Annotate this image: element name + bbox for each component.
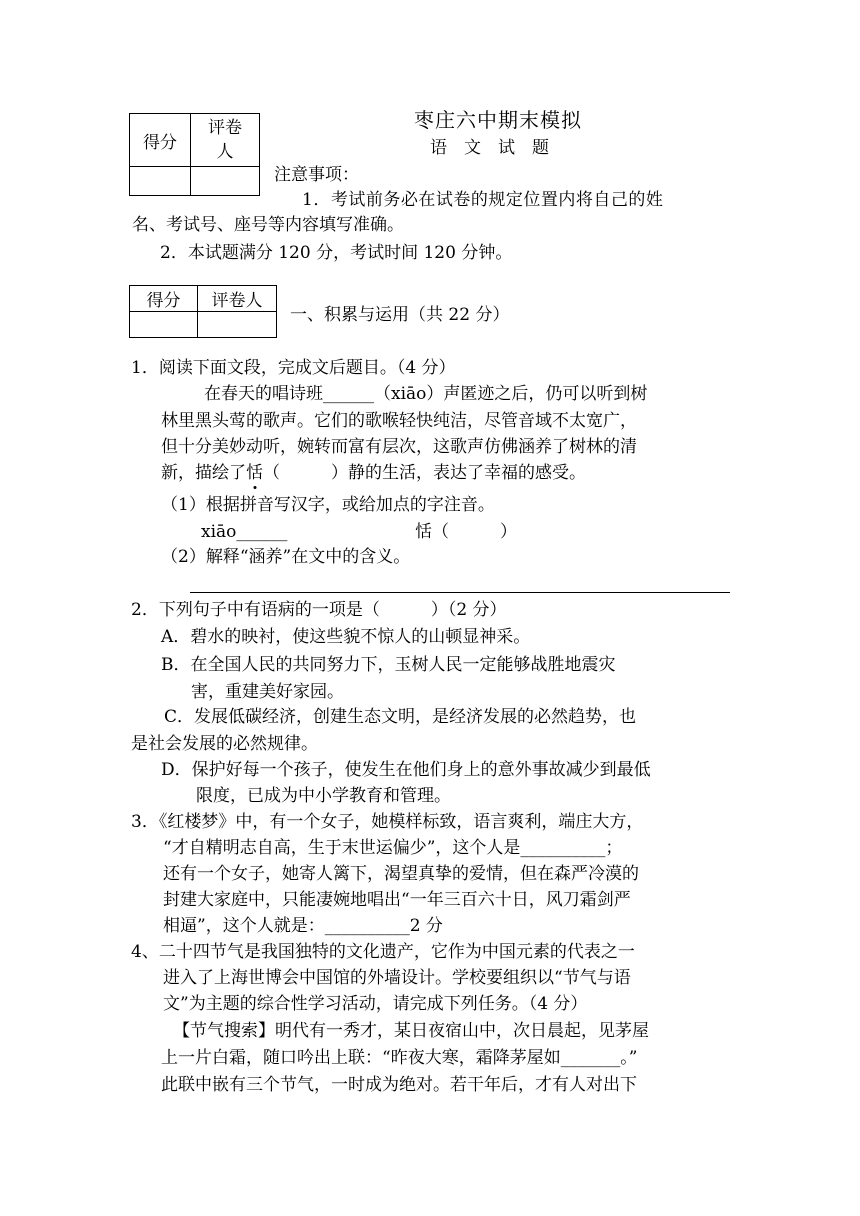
notice-item-2: 2．本试题满分 120 分，考试时间 120 分钟。 bbox=[160, 243, 513, 263]
q2-stem: 2．下列句子中有语病的一项是（ ）（2 分） bbox=[131, 600, 507, 620]
score-label: 得分 bbox=[130, 114, 191, 167]
notice-item-1a: 1．考试前务必在试卷的规定位置内将自己的姓 bbox=[302, 190, 664, 210]
notice-heading: 注意事项： bbox=[274, 165, 359, 185]
q4-line5: 上一片白霜，随口吟出上联：“昨夜大寒，霜降茅屋如_______。” bbox=[161, 1048, 638, 1068]
q4-line2: 进入了上海世博会中国馆的外墙设计。学校要组织以“节气与语 bbox=[163, 968, 631, 988]
q4-line1: 4、二十四节气是我国独特的文化遗产，它作为中国元素的代表之一 bbox=[131, 942, 635, 962]
q2-option-d-line2: 限度，已成为中小学教育和管理。 bbox=[196, 786, 451, 806]
score-cell bbox=[130, 167, 191, 196]
q3-line5: 相逼”，这个人就是：__________2 分 bbox=[163, 916, 443, 936]
q2-option-d-line1: D．保护好每一个孩子，使发生在他们身上的意外事故减少到最低 bbox=[161, 760, 651, 780]
exam-title: 枣庄六中期末模拟 bbox=[414, 108, 582, 132]
q1-passage-line4-post: （ ）静的生活，表达了幸福的感受。 bbox=[263, 463, 586, 483]
q1-sub1-answer-a: xiāo______ bbox=[201, 522, 288, 542]
q2-option-c-line2: 是社会发展的必然规律。 bbox=[131, 734, 318, 754]
q1-stem: 1．阅读下面文段，完成文后题目。（4 分） bbox=[131, 358, 456, 378]
q3-line3: 还有一个女子，她寄人篱下，渴望真挚的爱情，但在森严冷漠的 bbox=[163, 864, 639, 884]
q1-passage-line4-pre: 新，描绘了 bbox=[161, 463, 246, 483]
q1-answer-line bbox=[190, 592, 730, 593]
grader-cell bbox=[191, 167, 260, 196]
q1-passage-line4 bbox=[161, 463, 586, 483]
q1-passage-line1: 在春天的唱诗班______（xiāo）声匿迹之后，仍可以听到树 bbox=[204, 384, 648, 404]
q1-passage-line3: 但十分美妙动听，婉转而富有层次，这歌声仿佛涵养了树林的清 bbox=[161, 437, 637, 457]
q4-line6: 此联中嵌有三个节气，一时成为绝对。若干年后，才有人对出下 bbox=[161, 1075, 637, 1095]
grader-label: 评卷人 bbox=[198, 286, 277, 312]
q2-option-a: A．碧水的映衬，使这些貌不惊人的山顿显神采。 bbox=[161, 627, 531, 647]
q2-option-b-line1: B．在全国人民的共同努力下，玉树人民一定能够战胜地震灾 bbox=[161, 655, 616, 675]
q1-sub2: （2）解释“涵养”在文中的含义。 bbox=[161, 547, 411, 567]
exam-subtitle: 语 文 试 题 bbox=[430, 138, 549, 158]
q3-line1: 3．《红楼梦》中，有一个女子，她模样标致，语言爽利，端庄大方， bbox=[131, 812, 644, 832]
q1-sub1: （1）根据拼音写汉字，或给加点的字注音。 bbox=[161, 495, 495, 515]
q2-option-b-line2: 害，重建美好家园。 bbox=[191, 682, 344, 702]
notice-item-1b: 名、考试号、座号等内容填写准确。 bbox=[132, 215, 404, 235]
q4-line3: 文”为主题的综合性学习活动，请完成下列任务。（4 分） bbox=[163, 994, 588, 1014]
q3-line2: “才自精明志自高，生于末世运偏少”，这个人是__________； bbox=[163, 838, 623, 858]
score-table-top bbox=[129, 113, 260, 196]
grader-label-line1: 评卷 bbox=[208, 118, 242, 138]
grader-label bbox=[191, 114, 260, 167]
grader-label-line2: 人 bbox=[216, 142, 234, 162]
grader-cell bbox=[198, 312, 277, 338]
section1-heading: 一、积累与运用（共 22 分） bbox=[290, 305, 510, 325]
q1-dotted-char: 恬 bbox=[246, 463, 263, 483]
q3-line4: 封建大家庭中，只能凄婉地唱出“一年三百六十日，风刀霜剑严 bbox=[163, 890, 631, 910]
score-label: 得分 bbox=[130, 286, 198, 312]
q1-passage-line2: 林里黑头莺的歌声。它们的歌喉轻快纯洁，尽管音域不太宽广， bbox=[161, 411, 637, 431]
score-table-section1 bbox=[129, 285, 277, 338]
score-cell bbox=[130, 312, 198, 338]
q1-sub1-answer-b: 恬（ ） bbox=[415, 522, 517, 542]
q2-option-c-line1: C．发展低碳经济，创建生态文明，是经济发展的必然趋势，也 bbox=[164, 707, 637, 727]
q4-line4: 【节气搜索】明代有一秀才，某日夜宿山中，次日晨起，见茅屋 bbox=[173, 1021, 649, 1041]
